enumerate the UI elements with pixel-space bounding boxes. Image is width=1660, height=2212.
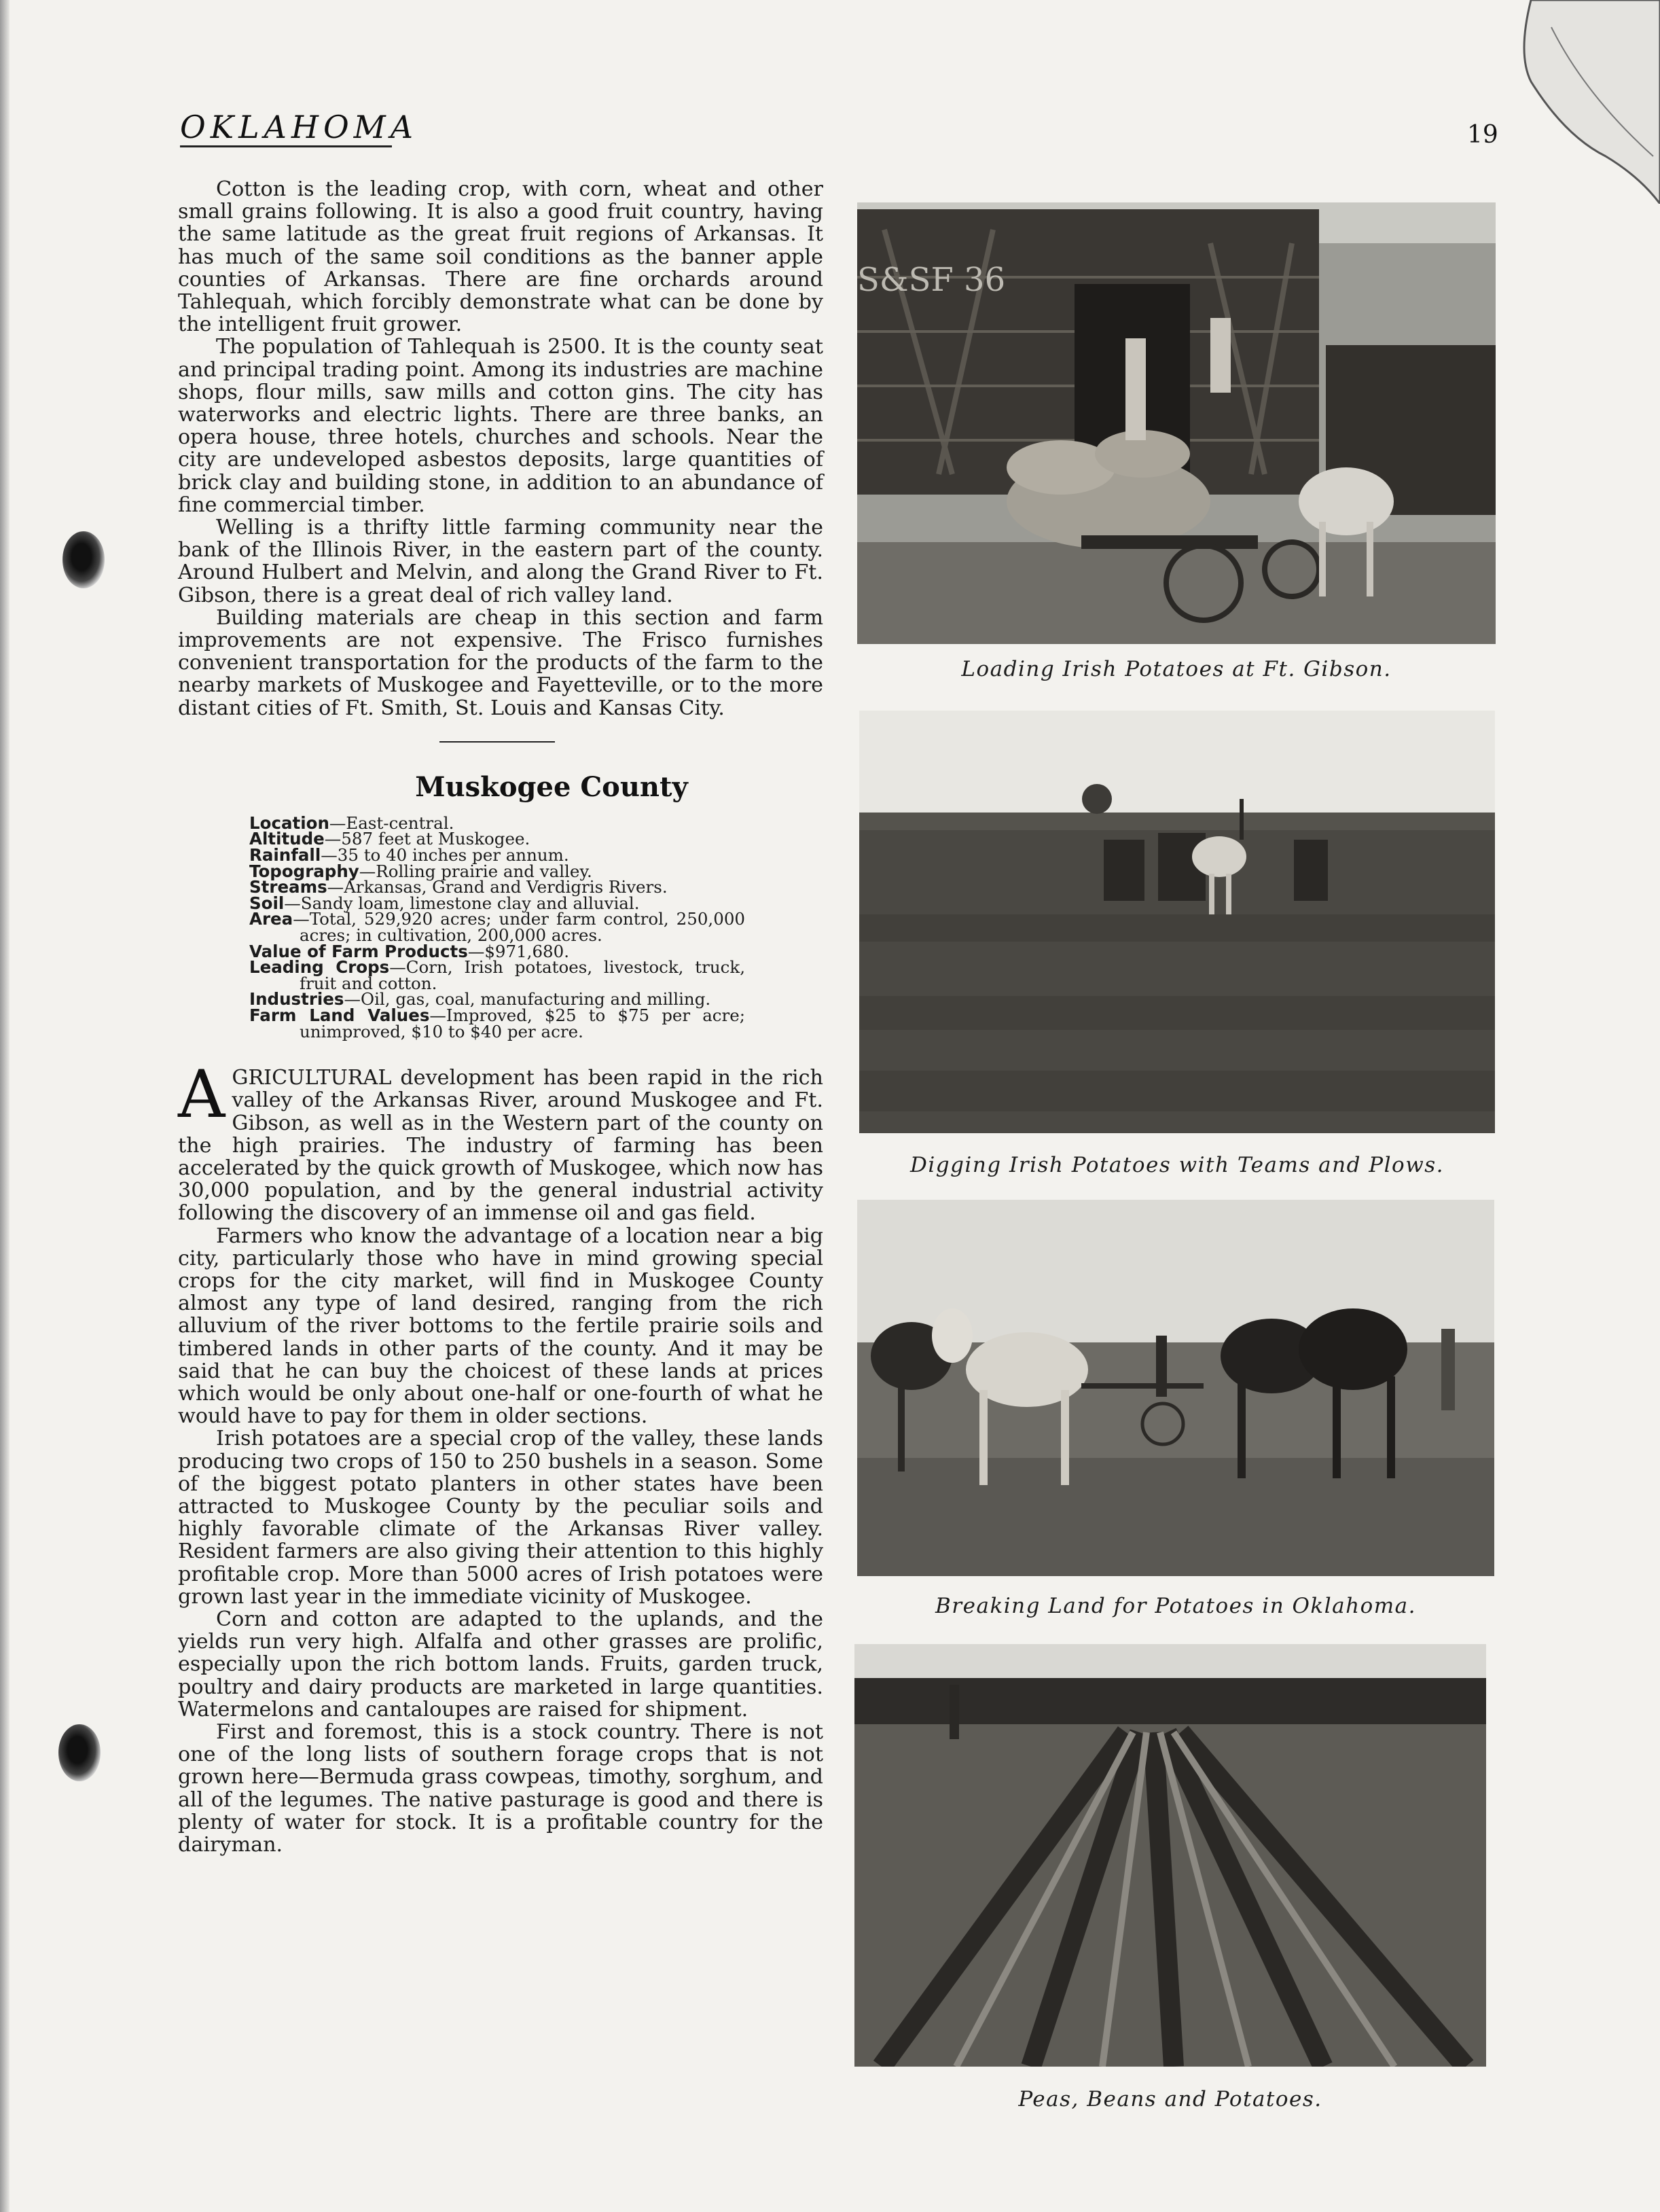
fact-soil: Soil—Sandy loam, limestone clay and alluvial. <box>249 893 640 913</box>
page-edge <box>0 0 10 2212</box>
caption-loading-potatoes: Loading Irish Potatoes at Ft. Gibson. <box>961 657 1392 681</box>
caption-digging-potatoes: Digging Irish Potatoes with Teams and Plows. <box>909 1153 1445 1177</box>
paragraph: Welling is a thrifty little farming community near the bank of the Illinois River, in the eastern part of the county. Around Hulbert and Melvin, and along the Grand River to Ft. Gibson, there is a great deal of rich valley land. <box>178 516 823 607</box>
paragraph: Building materials are cheap in this section and farm improvements are not expensive. The Frisco furnishes convenient transportation for the products of the farm to the nearby markets of Muskogee and Fayetteville, or to the more distant cities of Ft. Smith, St. Louis and Kansas City. <box>178 605 823 720</box>
fact-location: Location—East-central. <box>249 813 454 833</box>
fact-rainfall: Rainfall—35 to 40 inches per annum. <box>249 845 569 866</box>
fact-industries: Industries—Oil, gas, coal, manufacturing and milling. <box>249 989 711 1010</box>
caption-peas-beans: Peas, Beans and Potatoes. <box>1018 2087 1322 2111</box>
fact-streams: Streams—Arkansas, Grand and Verdigris Rivers. <box>249 877 668 897</box>
paragraph: First and foremost, this is a stock country. There is not one of the long lists of southern forage crops that is not grown here—Bermuda grass cowpeas, timothy, sorghum, and all of the legumes. The native pasturage is good and there is plenty of water for stock. It is a profitable country for the dairyman. <box>178 1720 823 1857</box>
fact-topography: Topography—Rolling prairie and valley. <box>249 861 592 881</box>
fact-leading-crops: Leading Crops—Corn, Irish potatoes, livestock, truck, fruit and cotton. <box>249 957 745 993</box>
photo-breaking-land <box>857 1200 1494 1576</box>
photo-loading-potatoes-image <box>857 202 1496 644</box>
photo-digging-potatoes-image <box>859 711 1495 1133</box>
dropcap-paragraph <box>178 1056 823 1226</box>
paragraph: Corn and cotton are adapted to the uplands, and the yields run very high. Alfalfa and other grasses are prolific, especially upon the rich bottom lands. Fruits, garden truck, poultry and dairy products are marketed in large quantities. Watermelons and cantaloupes are raised for shipment. <box>178 1607 823 1722</box>
photo-loading-potatoes <box>857 202 1496 644</box>
paragraph: Cotton is the leading crop, with corn, wheat and other small grains following. It is also a good fruit country, having the same latitude as the great fruit regions of Arkansas. It has much of the same soil conditions as the banner apple counties of Arkansas. There are fine orchards around Tahlequah, which forcibly demonstrate what can be done by the intelligent fruit grower. <box>178 177 823 337</box>
fact-altitude: Altitude—587 feet at Muskogee. <box>249 829 530 849</box>
page-number: 19 <box>1467 121 1498 149</box>
caption-breaking-land: Breaking Land for Potatoes in Oklahoma. <box>935 1594 1416 1618</box>
running-title: OKLAHOMA <box>180 109 418 145</box>
paragraph: Irish potatoes are a special crop of the valley, these lands producing two crops of 150 to 250 bushels in a season. Some of the biggest potato planters in other states have been attracted to Muskogee County by the peculiar soils and highly favorable climate of the Arkansas River valley. Resident farmers are also giving their attention to this highly profitable crop. More than 5000 acres of Irish potatoes were grown last year in the immediate vicinity of Muskogee. <box>178 1427 823 1609</box>
header-rule <box>180 145 392 147</box>
paragraph: Farmers who know the advantage of a location near a big city, particularly those who have in mind growing special crops for the city market, will find in Muskogee County almost any type of land desired, ranging from the rich alluvium of the river bottoms to the fertile prairie soils and timbered lands in other parts of the county. And it may be said that he can buy the choicest of these lands at prices which would be only about one-half or one-fourth of what he would have to pay for them in older sections. <box>178 1224 823 1429</box>
boxcar-lettering: S&SF 36 <box>857 261 1006 299</box>
folded-corner <box>1504 0 1660 204</box>
punch-hole-top <box>62 531 105 588</box>
photo-breaking-land-image <box>857 1200 1494 1576</box>
fact-land-values: Farm Land Values—Improved, $25 to $75 per acre; unimproved, $10 to $40 per acre. <box>249 1005 745 1041</box>
section-title: Muskogee County <box>415 770 688 803</box>
fact-farm-products: Value of Farm Products—$971,680. <box>249 941 570 961</box>
left-column <box>178 178 823 1856</box>
photo-peas-beans-image <box>854 1644 1486 2067</box>
paragraph: GRICULTURAL development has been rapid in the rich valley of the Arkansas River, around Muskogee and Ft. Gibson, as well as in the Western part of the county on the high prairies. The industry of farming has been accelerated by the quick growth of Muskogee, which now has 30,000 population, and by the general industrial activity following the discovery of an immense oil and gas field. <box>178 1066 823 1226</box>
photo-digging-potatoes <box>859 711 1495 1133</box>
dropcap-letter: A <box>178 1056 225 1133</box>
punch-hole-bottom <box>58 1724 101 1781</box>
paragraph: The population of Tahlequah is 2500. It is the county seat and principal trading point. Among its industries are machine shops, flour mills, saw mills and cotton gins. The city has waterworks and electric lights. There are three banks, an opera house, three hotels, churches and schools. Near the city are undeveloped asbestos deposits, large quantities of brick clay and building stone, in addition to an abundance of fine commercial timber. <box>178 335 823 517</box>
photo-peas-beans <box>854 1644 1486 2067</box>
fact-area: Area—Total, 529,920 acres; under farm control, 250,000 acres; in cultivation, 200,000 acres. <box>249 909 745 946</box>
county-facts <box>249 815 745 1039</box>
section-divider <box>439 741 555 743</box>
